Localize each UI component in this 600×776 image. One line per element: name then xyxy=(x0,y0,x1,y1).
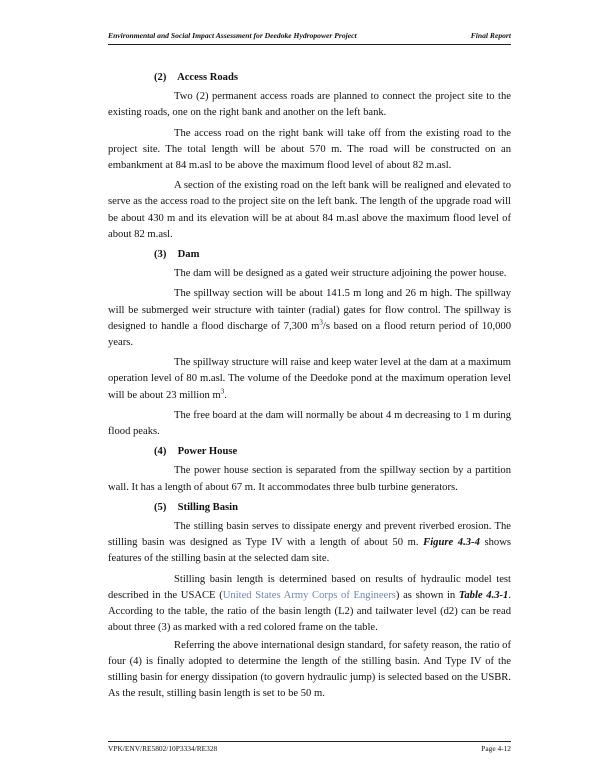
text-run: . According to the table, the ratio of the basin length (L2) and tailwater level (d2) can be read about three (3) as marked with a red colored frame on the table. xyxy=(108,589,512,634)
section-heading-stilling-basin xyxy=(154,500,511,516)
section-title: Access Roads xyxy=(177,72,238,83)
text-run: The spillway structure will raise and keep water level at the dam at a maximum operation level of 80 m.asl. The volume of the Deedoke pond at the maximum operation level will be about 23 million m xyxy=(108,357,511,401)
section-title: Dam xyxy=(177,249,200,261)
page-number: Page 4-12 xyxy=(481,744,511,753)
paragraph: The access road on the right bank will take off from the existing road to the project site. The total length will be about 570 m. The road will be constructed on an embankment at 84 m.asl to be above the maximum flood level of about 82 m.asl. xyxy=(108,127,511,172)
paragraph: Referring the above international design standard, for safety reason, the ratio of four (4) is finally adopted to determine the length of the stilling basin. And Type IV of the stilling basin for energy dissipation (to govern hydraulic jump) is selected based on the USBR. As the result, stilling basin length is set to be 50 m. xyxy=(108,639,511,700)
section-number: (4) xyxy=(154,446,167,458)
paragraph: Two (2) permanent access roads are planned to connect the project site to the existing roads, one on the right bank and another on the left bank. xyxy=(108,91,511,119)
section-number: (5) xyxy=(154,501,167,513)
paragraph xyxy=(108,519,511,568)
page-body xyxy=(108,70,511,706)
section-heading-dam xyxy=(154,247,511,263)
paragraph: The dam will be designed as a gated weir structure adjoining the power house. xyxy=(174,268,507,280)
figure-reference: Figure 4.3-4 xyxy=(423,537,480,549)
paragraph xyxy=(108,572,511,637)
section-number: (2) xyxy=(154,72,167,83)
header-report-status: Final Report xyxy=(470,31,511,40)
text-run: . xyxy=(224,389,227,401)
page-header xyxy=(108,31,511,40)
text-run: /s based on a flood return period of 10,000 years. xyxy=(108,320,511,349)
paragraph xyxy=(108,286,511,351)
header-rule xyxy=(108,44,511,45)
text-run: The spillway section will be about 141.5 m long and 26 m high. The spillway will be submerged weir structure with tainter (radial) gates for flow control. The spillway is designed to handle a flood discharge of 7,300 m xyxy=(108,288,511,332)
paragraph xyxy=(108,355,511,404)
section-title: Stilling Basin xyxy=(177,501,239,513)
text-run: ) as shown in xyxy=(395,589,459,601)
text-run: shows features of the stilling basin at the selected dam site. xyxy=(108,537,511,565)
section-heading-access-roads xyxy=(154,70,511,86)
paragraph: A section of the existing road on the left bank will be realigned and elevated to serve as the access road to the project site on the left bank. The length of the upgrade road will be about 430 m and its elevation will be at about 84 m.asl above the maximum flood level of about 82 m.asl. xyxy=(108,180,511,240)
text-run: The stilling basin serves to dissipate energy and prevent riverbed erosion. The stilling basin was designed as Type IV with a length of about 50 m. xyxy=(108,521,511,549)
superscript: 3 xyxy=(319,318,323,327)
superscript: 3 xyxy=(220,387,225,396)
page-footer xyxy=(108,744,511,753)
text-run: Stilling basin length is determined based on results of hydraulic model test described in the USACE ( xyxy=(108,573,511,601)
section-number: (3) xyxy=(154,249,167,261)
paragraph: The power house section is separated from the spillway section by a partition wall. It has a length of about 67 m. It accommodates three bulb turbine generators. xyxy=(108,465,511,493)
usace-expansion: United States Army Corps of Engineers xyxy=(222,589,396,601)
footer-rule xyxy=(108,741,511,742)
section-heading-power-house xyxy=(154,444,511,460)
table-reference: Table 4.3-1 xyxy=(458,589,509,601)
document-reference: VPK/ENV/RE5802/10P3334/RE328 xyxy=(108,744,218,753)
paragraph: The free board at the dam will normally be about 4 m decreasing to 1 m during flood peaks. xyxy=(108,409,511,438)
header-title: Environmental and Social Impact Assessment for Deedoke Hydropower Project xyxy=(108,31,357,40)
section-title: Power House xyxy=(177,446,238,458)
